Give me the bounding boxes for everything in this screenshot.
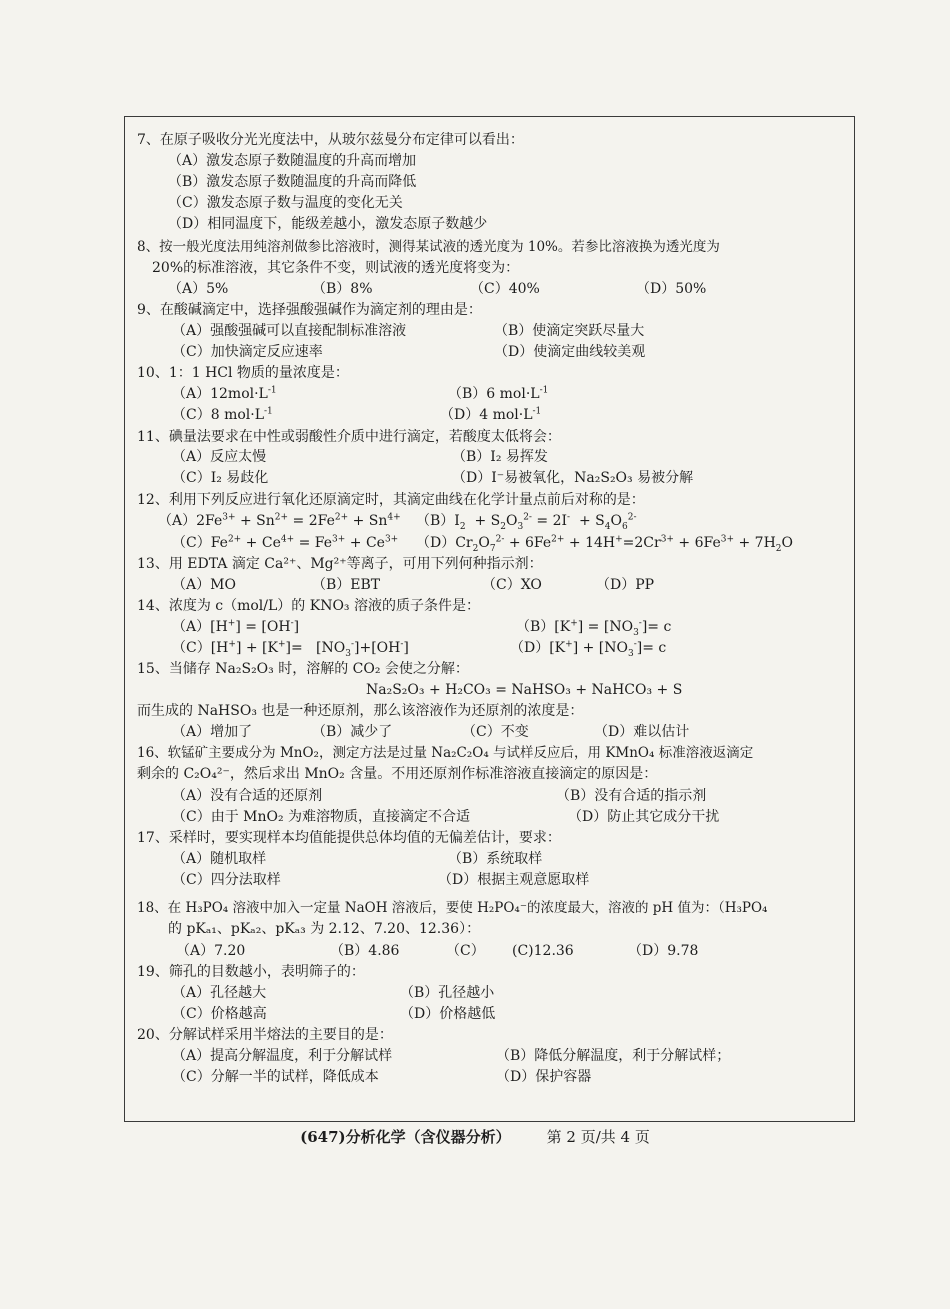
q14-option-a: （A）[H+] = [OH-] [172,618,300,635]
q7-option-c: （C）激发态原子数与温度的变化无关 [168,195,403,211]
q18-option-b: （B）4.86 [330,943,400,959]
q17-stem: 17、采样时，要实现样本均值能提供总体均值的无偏差估计，要求： [137,830,561,846]
q8-option-c: （C）40% [470,281,540,297]
page-number: 第 2 页/共 4 页 [546,1128,650,1146]
q7-option-a: （A）激发态原子数随温度的升高而增加 [168,153,417,169]
q9-option-a: （A）强酸强碱可以直接配制标准溶液 [172,323,407,339]
q17-option-a: （A）随机取样 [172,851,267,867]
q17-option-b: （B）系统取样 [448,851,543,867]
q12-option-c: $(C)Fe^{2+} + Ce^{4+} = Fe^{3+} + Ce^{3+}$ [172,534,399,551]
q20-option-c: （C）分解一半的试样，降低成本 [172,1069,379,1085]
q19-option-d: （D）价格越低 [400,1006,496,1022]
q14-option-d: $(D)[K^+] + [NO_3^-]= c$ [510,639,667,659]
q16-stem-cont: 剩余的 C₂O₄²⁻，然后求出 MnO₂ 含量。不用还原剂作标准溶液直接滴定的原因是： [137,766,658,782]
q13-stem: 13、用 EDTA 滴定 Ca²⁺、Mg²⁺等离子，可用下列何种指示剂： [137,556,543,572]
q13-option-d: （D）PP [596,577,655,593]
q19-option-a: （A）孔径越大 [172,985,267,1001]
q15-stem: 15、当储存 Na₂S₂O₃ 时，溶解的 CO₂ 会使之分解： [137,661,469,677]
q11-option-b: （B）I₂ 易挥发 [452,449,548,465]
q17-option-d: （D）根据主观意愿取样 [438,872,590,888]
q13-option-c: （C）XO [482,577,542,593]
q12-option-a: $(A)2Fe^{3+} + Sn^{2+} = 2Fe^{2+} + Sn^{4+}$ [158,512,401,529]
q20-option-b: （B）降低分解温度，利于分解试样； [496,1048,731,1064]
page-footer [0,1127,950,1147]
q10-stem: 10、1：1 HCl 物质的量浓度是： [137,365,349,381]
q10-option-b: （B）6 $mol\cdot L^{-1}$ [448,385,549,402]
q15-option-d: （D）难以估计 [594,724,690,740]
q10-option-d: （D）4 $mol\cdot L^{-1}$ [440,406,542,423]
q20-option-d: （D）保护容器 [496,1069,592,1085]
q18-stem-cont: 的 pKₐ₁、pKₐ₂、pKₐ₃ 为 2.12、7.20、12.36）： [168,921,481,937]
q13-option-b: （B）EBT [312,577,381,593]
q8-stem: 8、按一般光度法用纯溶剂做参比溶液时，测得某试液的透光度为 10%。若参比溶液换为透光度为 [137,239,720,255]
q14-stem: 14、浓度为 c（mol/L）的 KNO₃ 溶液的质子条件是： [137,598,480,614]
q8-option-d: （D）50% [636,281,707,297]
course-title: (647)分析化学（含仪器分析） [300,1128,511,1146]
q20-stem: 20、分解试样采用半熔法的主要目的是： [137,1027,393,1043]
q16-option-c: （C）由于 MnO₂ 为难溶物质，直接滴定不合适 [172,809,471,825]
q11-stem: 11、碘量法要求在中性或弱酸性介质中进行滴定，若酸度太低将会： [137,429,561,445]
q19-stem: 19、筛孔的目数越小，表明筛子的： [137,964,365,980]
q18-stem: 18、在 H₃PO₄ 溶液中加入一定量 NaOH 溶液后，要使 H₂PO₄⁻的浓度最大，溶液的 pH 值为：（H₃PO₄ [137,900,768,916]
q19-option-b: （B）孔径越小 [400,985,495,1001]
q17-option-c: （C）四分法取样 [172,872,281,888]
q8-option-a: （A）5% [168,281,229,297]
q9-option-d: （D）使滴定曲线较美观 [494,344,646,360]
q9-option-b: （B）使滴定突跃尽量大 [494,323,645,339]
q20-option-a: （A）提高分解温度，利于分解试样 [172,1048,393,1064]
q14-option-b: $(B)[K^+] = [NO_3^-]= c$ [516,618,672,638]
q19-option-c: （C）价格越高 [172,1006,267,1022]
q12-option-b: $(B)I_2 + S_2O_3^{2-} = 2I^- + S_4O_6^{2-}$ [416,512,637,532]
q18-option-d: （D）9.78 [628,943,699,959]
q15-option-a: （A）增加了 [172,724,253,740]
q7-option-b: （B）激发态原子数随温度的升高而降低 [168,174,417,190]
q8-option-b: （B）8% [312,281,373,297]
q15-equation: Na₂S₂O₃ + H₂CO₃ = NaHSO₃ + NaHCO₃ + S [366,682,683,698]
q15-option-c: （C）不变 [462,724,529,740]
q12-option-d: $(D)Cr_2O_7^{2-} + 6Fe^{2+} + 14H^+=2Cr^{3+} + 6Fe^{3+} + 7H_2O$ [416,534,793,554]
q9-stem: 9、在酸碱滴定中，选择强酸强碱作为滴定剂的理由是： [137,302,482,318]
q18-option-c: （C） [446,943,485,959]
q10-option-c: （C）8 $mol\cdot L^{-1}$ [172,406,273,423]
q16-stem: 16、软锰矿主要成分为 MnO₂，测定方法是过量 Na₂C₂O₄ 与试样反应后，用 KMnO₄ 标准溶液返滴定 [137,745,754,761]
q7-stem: 7、在原子吸收分光光度法中，从玻尔兹曼分布定律可以看出： [137,132,524,148]
q12-stem: 12、利用下列反应进行氧化还原滴定时，其滴定曲线在化学计量点前后对称的是： [137,492,645,508]
q16-option-d: （D）防止其它成分干扰 [568,809,720,825]
q7-option-d: （D）相同温度下，能级差越小，激发态原子数越少 [168,216,488,232]
q16-option-b: （B）没有合适的指示剂 [556,788,707,804]
q16-option-a: （A）没有合适的还原剂 [172,788,323,804]
q10-option-a: $(A)12mol\cdot L^{-1}$ [172,385,277,402]
q13-option-a: （A）MO [172,577,236,593]
q8-stem-cont: 20%的标准溶液，其它条件不变，则试液的透光度将变为： [152,260,520,276]
q18-option-c-value: (C)12.36 [512,943,574,959]
q11-option-a: （A）反应太慢 [172,449,267,465]
q11-option-d: （D）I⁻易被氧化，Na₂S₂O₃ 易被分解 [452,470,694,486]
q15-stem-cont: 而生成的 NaHSO₃ 也是一种还原剂，那么该溶液作为还原剂的浓度是： [137,703,584,719]
q9-option-c: （C）加快滴定反应速率 [172,344,323,360]
q15-option-b: （B）减少了 [312,724,393,740]
q18-option-a: （A）7.20 [176,943,246,959]
q14-option-c: $(C)[H^+] + [K^+]= [NO_3^-]+[OH^-]$ [172,639,409,659]
q11-option-c: （C）I₂ 易歧化 [172,470,269,486]
